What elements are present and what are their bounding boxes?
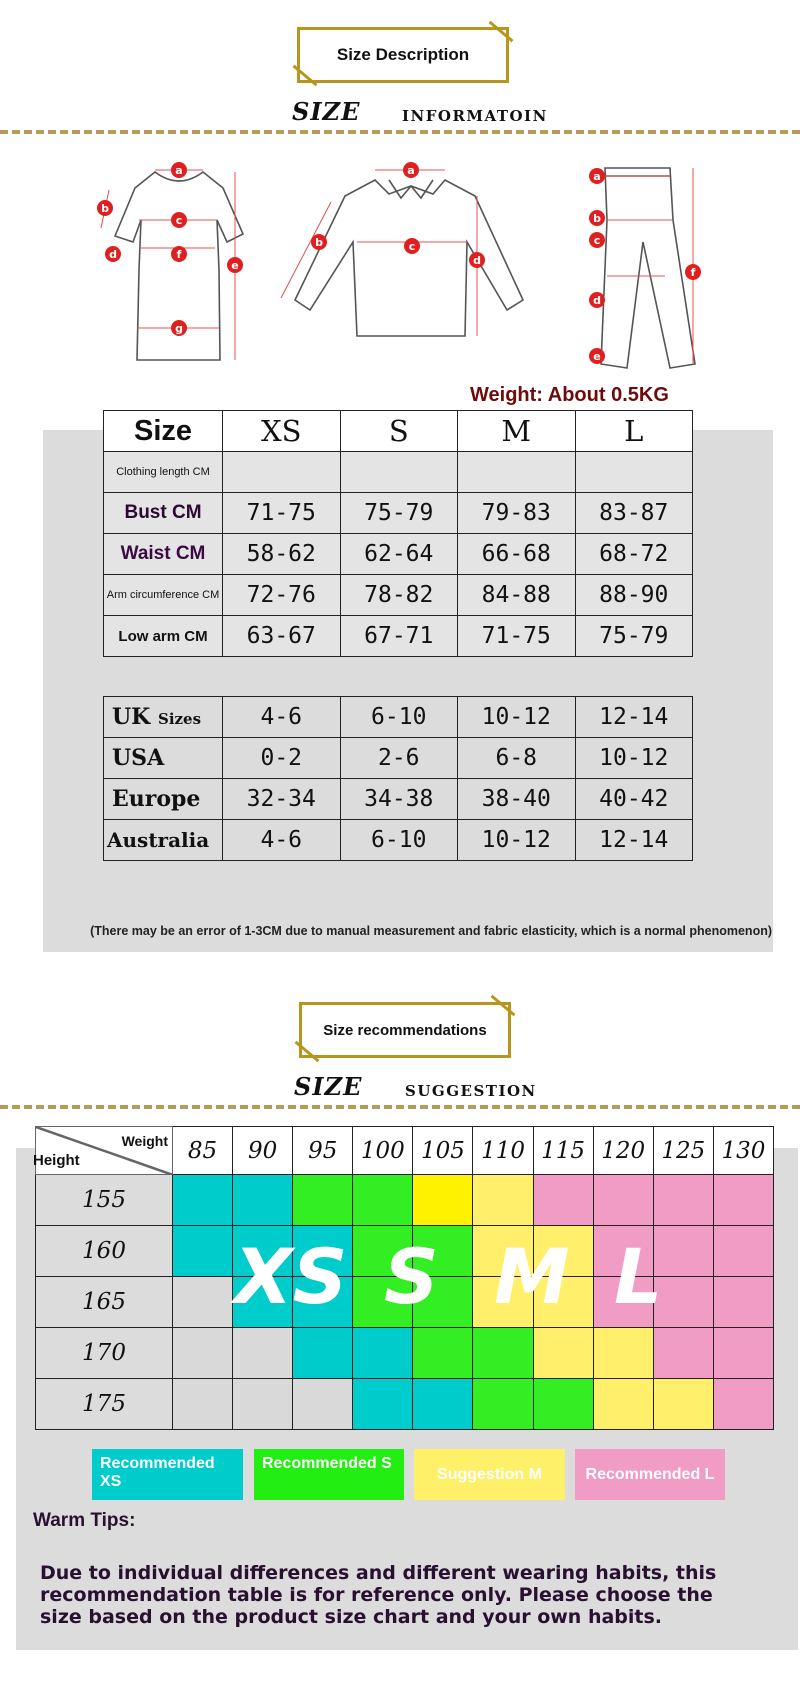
chart-cell <box>293 1379 353 1430</box>
legend-s-label: Recommended S <box>262 1455 392 1472</box>
svg-text:c: c <box>408 240 416 253</box>
cell: 38-40 <box>458 779 576 820</box>
svg-text:e: e <box>231 259 239 272</box>
warm-tips-title: Warm Tips: <box>33 1510 136 1531</box>
legend-m <box>414 1449 565 1500</box>
cell: 10-12 <box>458 697 576 738</box>
row-label-uk: UK <box>112 704 151 730</box>
size-description-button <box>297 27 509 83</box>
chart-cell <box>293 1328 353 1379</box>
chart-cell <box>233 1379 293 1430</box>
overlay-size-s: S <box>384 1232 439 1321</box>
weight-header-cell: 90 <box>233 1127 293 1175</box>
svg-text:c: c <box>593 234 601 247</box>
cell <box>575 452 693 493</box>
svg-text:b: b <box>101 202 109 215</box>
chart-cell <box>473 1379 533 1430</box>
chart-cell <box>173 1175 233 1226</box>
cell: 72-76 <box>223 575 341 616</box>
cell <box>340 452 458 493</box>
size-recommendations-label: Size recommendations <box>323 1021 487 1039</box>
error-note: (There may be an error of 1-3CM due to manual measurement and fabric elasticity, which is a normal phenomenon) <box>90 924 772 938</box>
cell: 71-75 <box>458 616 576 657</box>
chart-cell <box>713 1226 773 1277</box>
svg-text:b: b <box>593 212 601 225</box>
chart-cell <box>413 1175 473 1226</box>
table-row <box>104 452 693 493</box>
chart-cell <box>473 1328 533 1379</box>
chart-cell <box>173 1226 233 1277</box>
chart-cell <box>413 1328 473 1379</box>
svg-text:d: d <box>593 294 601 307</box>
row-label: Europe <box>104 779 223 820</box>
table-row <box>104 820 693 861</box>
cell: 0-2 <box>223 738 341 779</box>
cell: 84-88 <box>458 575 576 616</box>
cell: 6-8 <box>458 738 576 779</box>
height-header-cell: 155 <box>36 1175 173 1226</box>
chart-cell <box>593 1379 653 1430</box>
legend-l <box>575 1449 725 1500</box>
cell: 66-68 <box>458 534 576 575</box>
svg-text:f: f <box>176 248 182 261</box>
chart-cell <box>173 1328 233 1379</box>
table-row <box>104 534 693 575</box>
chart-cell <box>713 1379 773 1430</box>
row-label: Clothing length CM <box>104 452 223 493</box>
header-xs: XS <box>223 411 341 452</box>
cell: 6-10 <box>340 820 458 861</box>
shirt-icon <box>295 180 523 336</box>
weight-header-cell: 120 <box>593 1127 653 1175</box>
chart-cell <box>293 1175 353 1226</box>
table-row <box>104 738 693 779</box>
cell: 78-82 <box>340 575 458 616</box>
chart-cell <box>653 1175 713 1226</box>
cell: 83-87 <box>575 493 693 534</box>
cell: 88-90 <box>575 575 693 616</box>
legend-s <box>254 1449 404 1500</box>
weight-header-cell: 95 <box>293 1127 353 1175</box>
cell: 62-64 <box>340 534 458 575</box>
chart-row <box>36 1175 774 1226</box>
cell: 68-72 <box>575 534 693 575</box>
chart-cell <box>533 1328 593 1379</box>
cell: 10-12 <box>575 738 693 779</box>
table-header-row <box>104 411 693 452</box>
chart-cell <box>353 1175 413 1226</box>
chart-cell <box>353 1379 413 1430</box>
measurement-table <box>103 410 693 657</box>
warm-tips-body: Due to individual differences and different wearing habits, this recommendation table is for reference only. Please choose the size based on the product size chart and your own habits. <box>40 1562 717 1628</box>
weight-note: Weight: About 0.5KG <box>470 384 669 406</box>
cell: 75-79 <box>575 616 693 657</box>
cell: 12-14 <box>575 820 693 861</box>
weight-header-cell: 100 <box>353 1127 413 1175</box>
size-description-label: Size Description <box>336 45 470 64</box>
row-label: USA <box>104 738 223 779</box>
table-row <box>104 697 693 738</box>
svg-text:e: e <box>593 350 601 363</box>
weight-header-cell: 130 <box>713 1127 773 1175</box>
weight-header-cell: 115 <box>533 1127 593 1175</box>
cell: 67-71 <box>340 616 458 657</box>
svg-text:g: g <box>175 322 183 335</box>
chart-cell <box>593 1175 653 1226</box>
svg-text:d: d <box>473 254 481 267</box>
chart-cell <box>353 1328 413 1379</box>
cell: 63-67 <box>223 616 341 657</box>
chart-cell <box>713 1277 773 1328</box>
cell: 10-12 <box>458 820 576 861</box>
header-m: M <box>458 411 576 452</box>
cell: 4-6 <box>223 697 341 738</box>
chart-cell <box>233 1175 293 1226</box>
cell: 58-62 <box>223 534 341 575</box>
overlay-size-m: M <box>494 1232 570 1321</box>
svg-text:a: a <box>593 170 601 183</box>
header-l: L <box>575 411 693 452</box>
weight-header-cell: 105 <box>413 1127 473 1175</box>
size-recommendations-button <box>299 1002 511 1058</box>
dashed-divider <box>0 1105 800 1109</box>
chart-cell <box>653 1328 713 1379</box>
chart-cell <box>713 1175 773 1226</box>
chart-header-row <box>36 1127 774 1175</box>
svg-text:c: c <box>175 214 183 227</box>
height-header-cell: 165 <box>36 1277 173 1328</box>
size-heading: SIZE <box>292 97 361 126</box>
legend-m-label: Suggestion M <box>437 1465 542 1483</box>
height-axis-label: Height <box>33 1152 80 1169</box>
row-label: Australia <box>104 820 223 861</box>
header-s: S <box>340 411 458 452</box>
table-row <box>104 616 693 657</box>
table-row <box>104 493 693 534</box>
cell: 40-42 <box>575 779 693 820</box>
suggestion-heading: SUGGESTION <box>405 1082 537 1100</box>
svg-text:b: b <box>315 236 323 249</box>
cell: 4-6 <box>223 820 341 861</box>
cell: 79-83 <box>458 493 576 534</box>
cell: 75-79 <box>340 493 458 534</box>
legend-l-label: Recommended L <box>585 1465 715 1483</box>
svg-text:d: d <box>109 248 117 261</box>
chart-cell <box>413 1379 473 1430</box>
cell: 12-14 <box>575 697 693 738</box>
chart-cell <box>533 1379 593 1430</box>
table-row <box>104 575 693 616</box>
garment-diagrams <box>95 150 705 375</box>
weight-header-cell: 85 <box>173 1127 233 1175</box>
height-header-cell: 175 <box>36 1379 173 1430</box>
pants-icon <box>601 168 695 368</box>
cell: 71-75 <box>223 493 341 534</box>
weight-axis-label: Weight <box>121 1133 168 1149</box>
chart-cell <box>473 1175 533 1226</box>
row-label: Arm circumference CM <box>104 575 223 616</box>
chart-cell <box>233 1328 293 1379</box>
cell: 6-10 <box>340 697 458 738</box>
svg-text:a: a <box>407 164 415 177</box>
row-label: Bust CM <box>104 493 223 534</box>
information-heading: INFORMATOIN <box>402 107 548 125</box>
dashed-divider <box>0 130 800 134</box>
svg-text:a: a <box>175 164 183 177</box>
size-heading: SIZE <box>294 1072 363 1101</box>
chart-cell <box>713 1328 773 1379</box>
header-size: Size <box>104 411 223 452</box>
cell <box>223 452 341 493</box>
table-row <box>104 779 693 820</box>
row-label: Low arm CM <box>104 616 223 657</box>
chart-cell <box>653 1379 713 1430</box>
cell <box>458 452 576 493</box>
weight-header-cell: 125 <box>653 1127 713 1175</box>
chart-cell <box>173 1277 233 1328</box>
chart-row <box>36 1328 774 1379</box>
region-size-table <box>103 696 693 861</box>
cell: 32-34 <box>223 779 341 820</box>
height-header-cell: 170 <box>36 1328 173 1379</box>
overlay-size-xs: XS <box>234 1232 348 1321</box>
legend-xs-label: Recommended XS <box>100 1455 215 1490</box>
chart-cell <box>533 1175 593 1226</box>
chart-cell <box>173 1379 233 1430</box>
chart-cell <box>593 1328 653 1379</box>
svg-text:f: f <box>690 266 696 279</box>
row-label <box>104 697 223 738</box>
row-label: Waist CM <box>104 534 223 575</box>
cell: 34-38 <box>340 779 458 820</box>
row-label-suffix: Sizes <box>157 710 202 728</box>
overlay-size-l: L <box>614 1232 663 1321</box>
legend-xs <box>92 1449 243 1500</box>
weight-header-cell: 110 <box>473 1127 533 1175</box>
cell: 2-6 <box>340 738 458 779</box>
height-header-cell: 160 <box>36 1226 173 1277</box>
chart-row <box>36 1379 774 1430</box>
